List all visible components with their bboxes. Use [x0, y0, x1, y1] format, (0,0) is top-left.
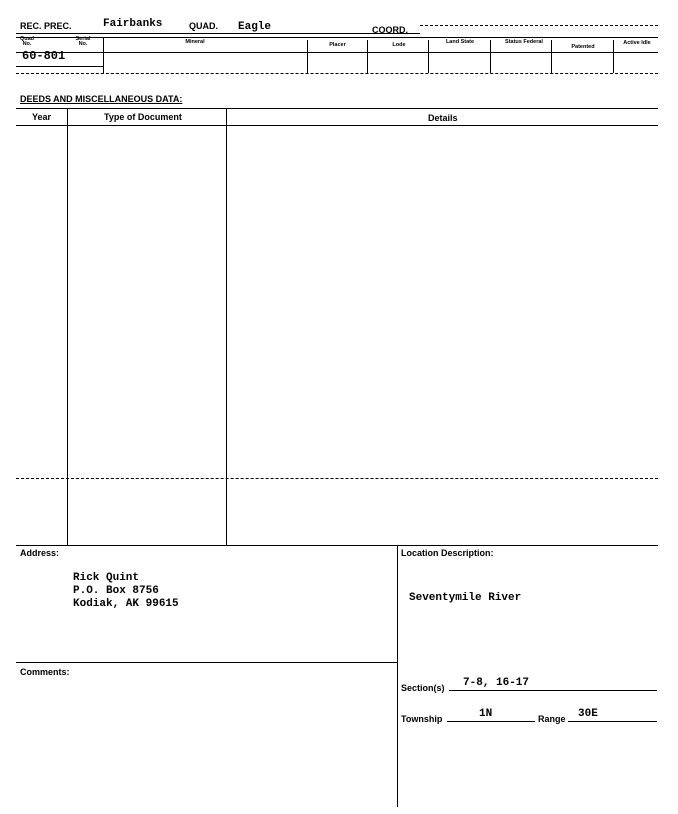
deeds-bottom-rule [16, 545, 658, 546]
deeds-top-rule [16, 108, 658, 109]
deeds-title: DEEDS AND MISCELLANEOUS DATA: [20, 94, 183, 104]
address-label: Address: [20, 548, 60, 558]
deeds-dashed-rule [16, 478, 658, 479]
quad-serial-value: 60-801 [22, 49, 66, 63]
comments-rule [16, 662, 397, 663]
sections-value: 7-8, 16-17 [463, 677, 530, 689]
col-patented: Patented [571, 44, 595, 50]
address-line-1: Rick Quint [73, 572, 140, 584]
table-top-rule [16, 37, 658, 38]
col-status-federal: Status Federal [505, 39, 543, 45]
deeds-header-rule [16, 125, 658, 126]
col-lode: Lode [392, 42, 406, 48]
col-quad-no: Quad No. [19, 36, 35, 47]
range-value: 30E [578, 708, 598, 720]
header-rule [16, 33, 420, 34]
comments-label: Comments: [20, 667, 70, 677]
address-line-3: Kodiak, AK 99615 [73, 598, 179, 610]
location-value: Seventymile River [409, 592, 522, 604]
quad-value: Eagle [238, 21, 272, 33]
col-serial-no: Serial No. [75, 36, 91, 47]
col-mineral: Mineral [185, 39, 205, 45]
quad-label: QUAD. [189, 21, 218, 31]
col-details: Details [428, 113, 458, 123]
divider-lode [428, 40, 429, 73]
deeds-divider-year [67, 108, 68, 545]
sections-field [449, 678, 657, 691]
range-field [568, 709, 657, 722]
township-label: Township [401, 714, 443, 724]
divider-serial [103, 37, 104, 73]
col-active-idle: Active Idle [623, 40, 651, 46]
coord-rule [420, 25, 658, 26]
divider-status [551, 40, 552, 73]
location-label: Location Description: [401, 548, 494, 558]
sections-label: Section(s) [401, 683, 445, 693]
township-value: 1N [479, 708, 493, 720]
col-land-state: Land State [445, 39, 475, 45]
coord-label: COORD. [372, 25, 408, 35]
divider-placer [367, 40, 368, 73]
address-line-2: P.O. Box 8756 [73, 585, 159, 597]
range-label: Range [538, 714, 566, 724]
col-type-of-document: Type of Document [104, 112, 182, 122]
rec-prec-value: Fairbanks [103, 18, 163, 30]
row-rule-dashed [16, 73, 658, 74]
rec-prec-label: REC. PREC. [20, 21, 72, 31]
col-year: Year [32, 112, 52, 122]
divider-land-state [490, 40, 491, 73]
row-rule-short [16, 66, 103, 67]
divider-patented [613, 40, 614, 73]
col-placer: Placer [329, 42, 346, 48]
column-header-rule [16, 52, 658, 53]
bottom-divider [397, 545, 398, 807]
deeds-divider-type [226, 108, 227, 545]
divider-mineral [307, 40, 308, 73]
township-field [447, 709, 535, 722]
